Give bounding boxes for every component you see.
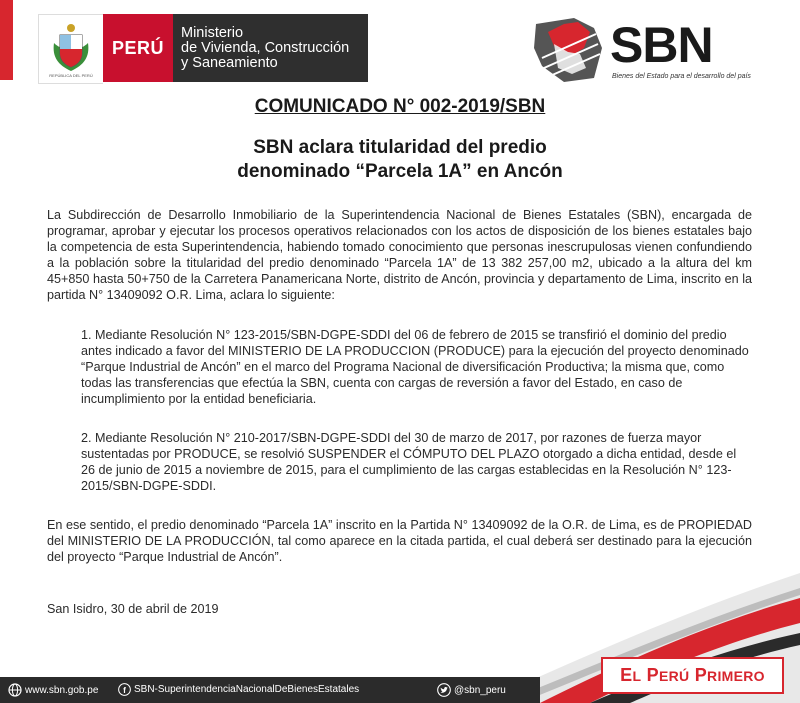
footer-twitter[interactable] [437,683,506,697]
document-date: San Isidro, 30 de abril de 2019 [47,602,219,616]
coat-of-arms-text: REPÚBLICA DEL PERÚ [49,73,93,78]
intro-paragraph: La Subdirección de Desarrollo Inmobiliario de la Superintendencia Nacional de Bienes Estatales (SBN), encargada de programar, aprobar y ejecutar los procesos operativos relacionados con los actos de disposición de los bienes estatales bajo la competencia de esta Superintendencia, habiendo tomado conocimiento que personas inescrupulosas vienen confundiendo a la población sobre la titularidad del predio denominado “Parcela 1A” de 13 382 257,00 m2, ubicado a la altura del km 45+850 hasta 50+750 de la Carretera Panamericana Norte, distrito de Ancón, provincia y departamento de Lima, inscrito en la partida N° 13409092 O.R. Lima, aclara lo siguiente: [47,208,752,302]
slogan-eru: ERÚ [658,667,690,684]
headline-line-2: denominado “Parcela 1A” en Ancón [237,161,563,182]
footer-web-text: www.sbn.gob.pe [25,684,99,696]
slogan-rimero: RIMERO [707,667,765,684]
sbn-map-icon [534,18,606,84]
slogan-p2: P [694,665,708,685]
facebook-icon [118,683,131,696]
footer-twitter-text: @sbn_peru [454,684,506,696]
svg-text:f: f [123,685,126,696]
globe-icon [8,683,22,697]
headline-line-1: SBN aclara titularidad del predio [253,137,547,158]
point-2-paragraph: 2. Mediante Resolución N° 210-2017/SBN-DGPE-SDDI del 30 de marzo de 2017, por razones de fuerza mayor sustentadas por PRODUCE, se resolvió SUSPENDER el CÓMPUTO DEL PLAZO otorgado a dicha entidad, desde el 26 de junio de 2015 a noviembre de 2015, para el cumplimiento de las cargas establecidas en la Resolución N° 123-2015/SBN-DGPE-SDDI. [81,431,737,493]
sbn-logo [534,17,751,84]
ministry-line-2: de Vivienda, Construcción [181,39,350,56]
comunicado-number: COMUNICADO N° 002-2019/SBN [254,96,546,117]
sbn-tagline: Bienes del Estado para el desarrollo del país [612,73,751,80]
red-accent-bar [0,0,13,80]
coat-of-arms-icon [38,14,103,84]
headline [0,136,800,184]
slogan-e: E [620,665,633,685]
ministry-line-1: Ministerio [181,24,244,41]
footer-facebook-text: SBN-SuperintendenciaNacionalDeBienesEstatales [134,684,360,695]
conclusion-paragraph: En ese sentido, el predio denominado “Parcela 1A” inscrito en la Partida N° 13409092 de la O.R. de Lima, es de PROPIEDAD del MINISTERIO DE LA PRODUCCIÓN, tal como aparece en la citada partida, el cual deberá ser destinado para la ejecución del proyecto “Parque Industrial de Ancón”. [47,518,752,564]
point-1-paragraph: 1. Mediante Resolución N° 123-2015/SBN-DGPE-SDDI del 06 de febrero de 2015 se transfirió el dominio del predio antes indicado a favor del MINISTERIO DE LA PRODUCCION (PRODUCE) para la ejecución del proyecto denominado “Parque Industrial de Ancón” en el marco del Programa Nacional de diversificación Productiva; la misma que, como todas las transferencias que efectúa la SBN, cuenta con cargas de reversión a favor del Estado, en caso de incumplimiento por la entidad beneficiaria. [81,328,749,406]
footer-facebook[interactable] [118,683,359,696]
slogan-l: L [632,667,642,684]
footer-web[interactable] [8,683,98,697]
government-logo [38,14,368,82]
sbn-wordmark: SBN [610,17,713,73]
peru-label: PERÚ [103,14,173,82]
twitter-icon [437,683,451,697]
el-peru-primero-slogan [601,657,784,694]
ministry-name [173,14,368,82]
ministry-line-3: y Saneamiento [181,54,278,71]
footer-bar [0,677,540,703]
slogan-p: P [646,665,659,685]
